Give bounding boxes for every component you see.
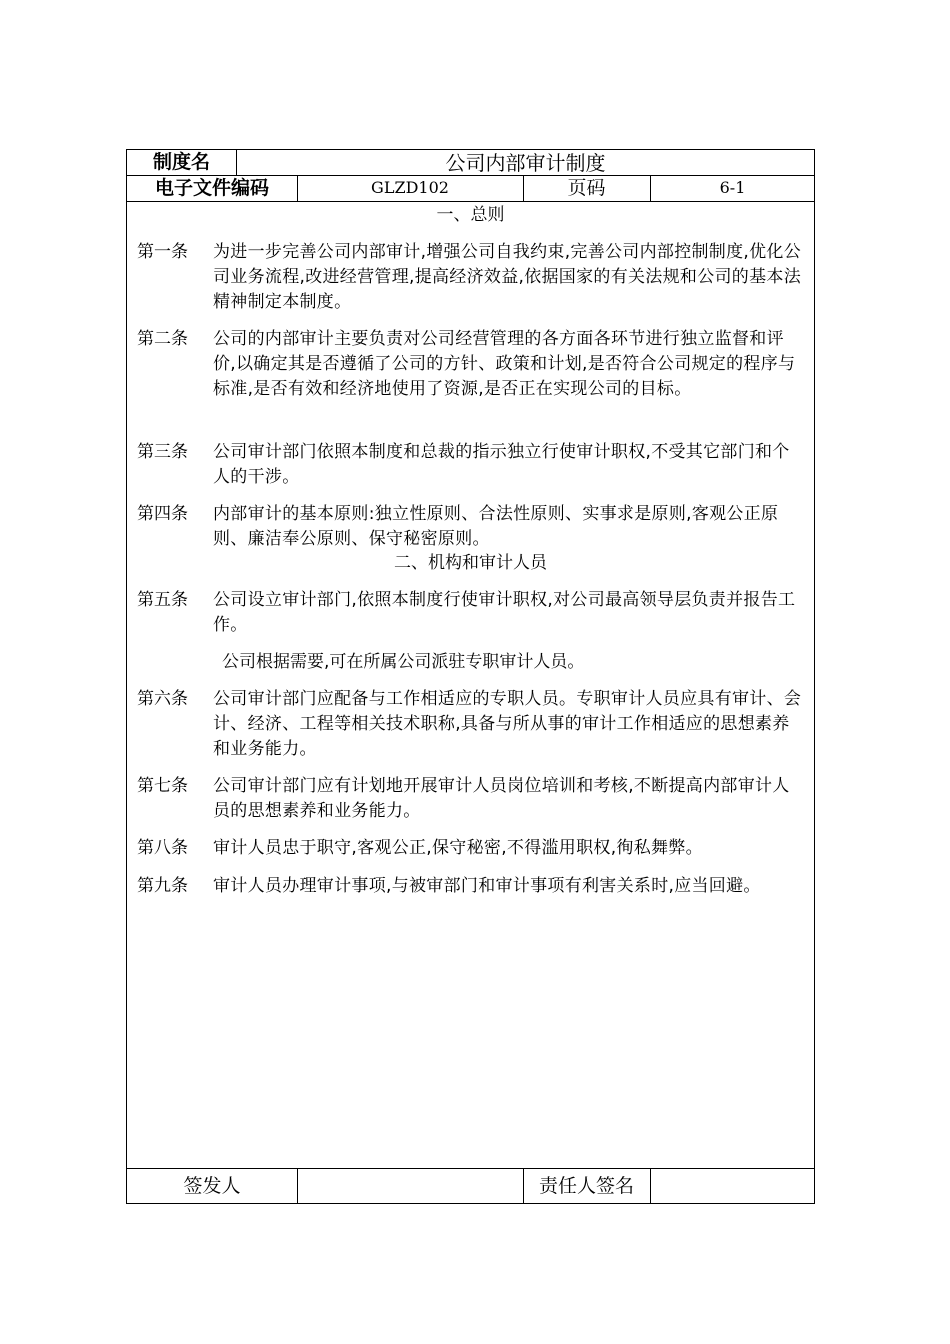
article-text: 公司审计部门应有计划地开展审计人员岗位培训和考核,不断提高内部审计人员的思想素养和业务能力。: [213, 776, 790, 821]
article-number: 第五条: [137, 590, 188, 610]
article-3: [137, 440, 807, 490]
article-number: 第六条: [137, 689, 188, 709]
article-text: 公司的内部审计主要负责对公司经营管理的各方面各环节进行独立监督和评价,以确定其是否遵循了公司的方针、政策和计划,是否符合公司规定的程序与标准,是否有效和经济地使用了资源,是否正在实现公司的目标。: [213, 329, 796, 399]
article-1: [137, 240, 807, 315]
issuer-label: 签发人: [183, 1174, 241, 1197]
article-9: [137, 874, 807, 899]
article-number: 第八条: [137, 838, 188, 858]
article-number: 第四条: [137, 504, 188, 524]
article-number: 第三条: [137, 442, 188, 462]
article-5: [137, 588, 807, 638]
article-8: [137, 836, 807, 861]
code-label: 电子文件编码: [154, 176, 269, 199]
article-text: 为进一步完善公司内部审计,增强公司自我约束,完善公司内部控制制度,优化公司业务流程,改进经营管理,提高经济效益,依据国家的有关法规和公司的基本法精神制定本制度。: [213, 242, 802, 312]
article-text: 审计人员忠于职守,客观公正,保守秘密,不得滥用职权,徇私舞弊。: [213, 838, 703, 858]
section-title: 一、总则: [436, 205, 505, 225]
article-text: 公司设立审计部门,依照本制度行使审计职权,对公司最高领导层负责并报告工作。: [213, 590, 796, 635]
article-6: [137, 687, 807, 762]
article-2: [137, 327, 807, 402]
article-number: 第九条: [137, 876, 188, 896]
document-code: GLZD102: [371, 178, 449, 197]
article-text: 内部审计的基本原则:独立性原则、合法性原则、实事求是原则,客观公正原则、廉洁奉公原则、保守秘密原则。: [213, 504, 779, 549]
name-label: 制度名: [152, 151, 210, 173]
article-5-paragraph: 公司根据需要,可在所属公司派驻专职审计人员。: [222, 652, 585, 672]
article-text: 公司审计部门应配备与工作相适应的专职人员。专职审计人员应具有审计、会计、经济、工程等相关技术职称,具备与所从事的审计工作相适应的思想素养和业务能力。: [213, 689, 802, 759]
article-text: 公司审计部门依照本制度和总裁的指示独立行使审计职权,不受其它部门和个人的干涉。: [213, 442, 790, 487]
regulation-form: [126, 149, 815, 1204]
article-text: 审计人员办理审计事项,与被审部门和审计事项有利害关系时,应当回避。: [213, 876, 761, 896]
article-7: [137, 774, 807, 824]
issuer-signature-field[interactable]: [297, 1168, 523, 1204]
article-4: [137, 502, 807, 552]
page-label: 页码: [567, 176, 606, 199]
responsible-label: 责任人签名: [538, 1174, 634, 1197]
section-title: 二、机构和审计人员: [394, 553, 547, 573]
article-number: 第七条: [137, 776, 188, 796]
document-title: 公司内部审计制度: [445, 150, 606, 175]
article-number: 第一条: [137, 242, 188, 262]
article-number: 第二条: [137, 329, 188, 349]
responsible-signature-field[interactable]: [650, 1168, 815, 1204]
page-number: 6-1: [719, 178, 746, 197]
